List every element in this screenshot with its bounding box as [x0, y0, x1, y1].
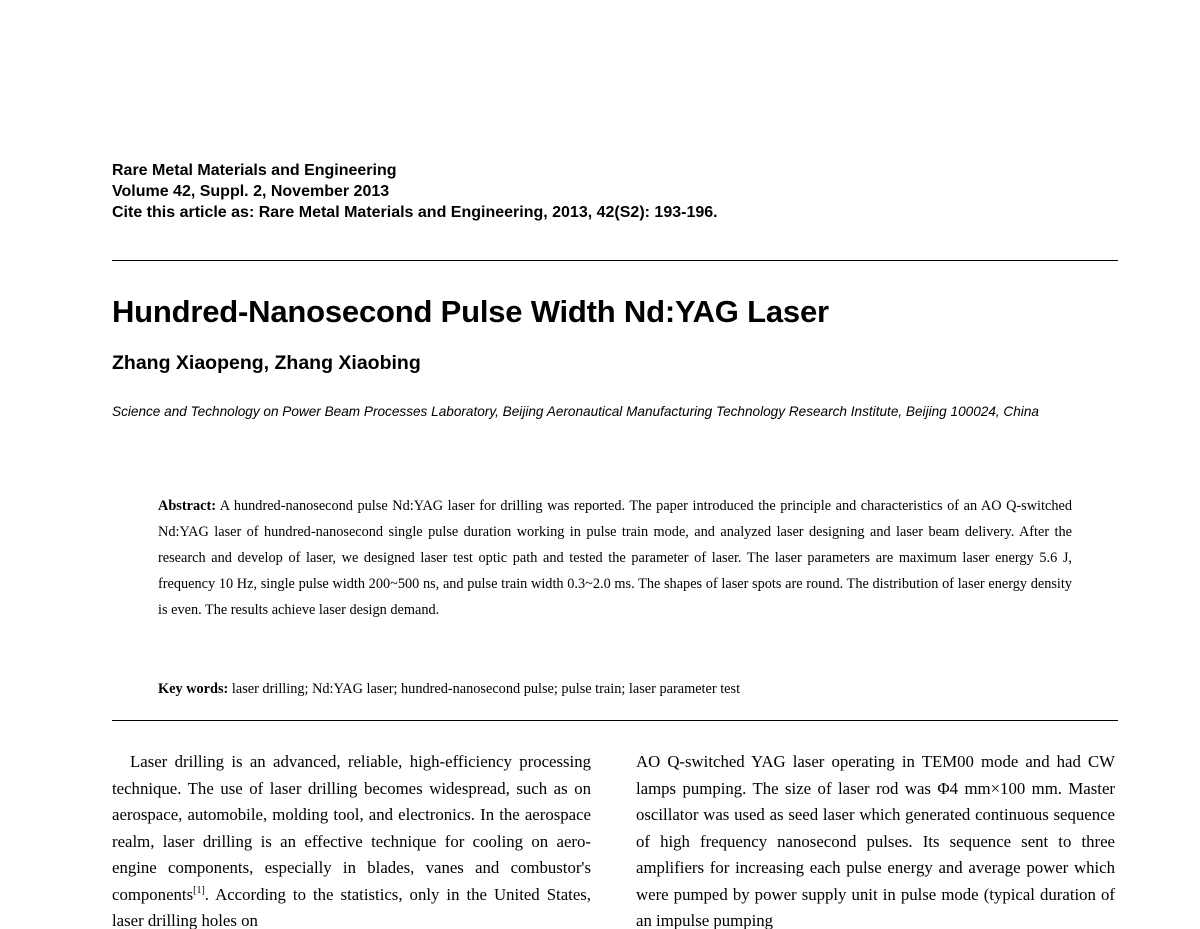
- journal-header: [112, 160, 718, 223]
- journal-volume: Volume 42, Suppl. 2, November 2013: [112, 183, 390, 200]
- author-affiliation: Science and Technology on Power Beam Processes Laboratory, Beijing Aeronautical Manufacturing Technology Research Institute, Beijing 100024, China: [112, 404, 1039, 419]
- abstract-label: Abstract:: [158, 498, 216, 514]
- header-divider: [112, 260, 1118, 261]
- article-authors: Zhang Xiaopeng, Zhang Xiaobing: [112, 352, 421, 374]
- article-title: Hundred-Nanosecond Pulse Width Nd:YAG Laser: [112, 294, 829, 329]
- body-left-text: Laser drilling is an advanced, reliable, high-efficiency processing technique. The use of laser drilling becomes widespread, such as on aerospace, automobile, molding tool, and electronics. In the aerospace realm, laser drilling is an effective technique for cooling on aero-engine components, especially in blades, vanes and combustor's components: [112, 752, 591, 904]
- citation-line: Cite this article as: Rare Metal Materials and Engineering, 2013, 42(S2): 193-196.: [112, 204, 718, 221]
- body-column-left: [112, 749, 591, 929]
- keywords-label: Key words:: [158, 681, 229, 697]
- abstract-divider: [112, 720, 1118, 721]
- body-column-right: AO Q-switched YAG laser operating in TEM00 mode and had CW lamps pumping. The size of laser rod was Φ4 mm×100 mm. Master oscillator was used as seed laser which generated continuous sequence of high frequency nanosecond pulses. Its sequence sent to three amplifiers for increasing each pulse energy and average power which were pumped by power supply unit in pulse mode (typical duration of an impulse pumping: [636, 752, 1115, 929]
- body-left-text-continued: . According to the statistics, only in the United States, laser drilling holes on: [112, 884, 591, 929]
- journal-name: Rare Metal Materials and Engineering: [112, 162, 397, 179]
- keywords-text: laser drilling; Nd:YAG laser; hundred-nanosecond pulse; pulse train; laser parameter test: [231, 681, 741, 697]
- citation-ref: [1]: [193, 884, 205, 896]
- keywords: [158, 677, 1072, 701]
- abstract: [158, 493, 1072, 623]
- abstract-text: A hundred-nanosecond pulse Nd:YAG laser for drilling was reported. The paper introduced the principle and characteristics of an AO Q-switched Nd:YAG laser of hundred-nanosecond single pulse duration working in pulse train mode, and analyzed laser designing and laser beam delivery. After the research and develop of laser, we designed laser test optic path and tested the parameter of laser. The laser parameters are maximum laser energy 5.6 J, frequency 10 Hz, single pulse width 200~500 ns, and pulse train width 0.3~2.0 ms. The shapes of laser spots are round. The distribution of laser energy density is even. The results achieve laser design demand.: [158, 498, 1072, 618]
